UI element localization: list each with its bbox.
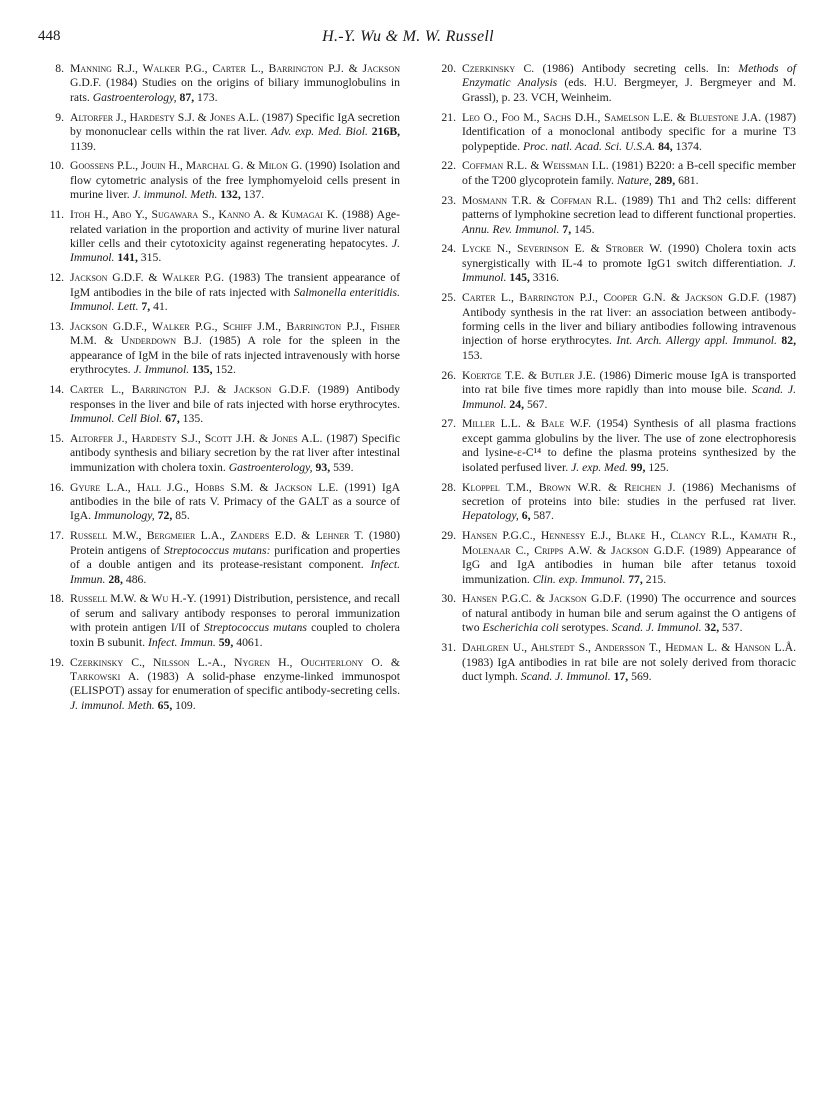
- reference-authors: Czerkinsky C., Nilsson L.-A., Nygren H., Ouchterlony O. & Tarkowski A.: [70, 655, 400, 683]
- reference-pages: 681.: [678, 173, 699, 187]
- reference-year: (1984): [106, 76, 138, 90]
- reference-title-rest: purification and properties of a double antigen and its protease-resistant component.: [70, 543, 401, 572]
- reference-year: (1987): [764, 291, 797, 305]
- reference-title: Antibody synthesis in the rat liver: an association between antibody-forming cells in the liver and biliary antibodies following intravenous injection of horse erythrocytes.: [462, 305, 796, 348]
- reference-authors: Miller L.L. & Bale W.F.: [462, 417, 592, 431]
- reference-year: (1990): [626, 592, 658, 606]
- reference-authors: Russell M.W. & Wu H.-Y.: [70, 592, 197, 606]
- reference-title: Age-related variation in the proportion and activity of murine liver natural killer cells and their cytotoxicity against regenerating hepatocytes.: [70, 208, 401, 250]
- reference-volume: 132,: [220, 188, 241, 202]
- reference-authors: Altorfer J., Hardesty S.J. & Jones A.L.: [70, 110, 259, 124]
- reference-journal: Nature,: [616, 173, 652, 187]
- reference-pages: 137.: [243, 188, 265, 202]
- reference-journal: Infect. Immun.: [147, 635, 216, 649]
- reference-title-italic: Salmonella enteritidis.: [293, 285, 401, 299]
- reference-year: (1990): [668, 242, 700, 256]
- reference-authors: Carter L., Barrington P.J., Cooper G.N. & Jackson G.D.F.: [462, 291, 760, 305]
- reference-authors: Lycke N., Severinson E. & Strober W.: [462, 242, 663, 256]
- reference-pages: 539.: [333, 460, 354, 474]
- reference-journal: Proc. natl. Acad. Sci. U.S.A.: [523, 139, 656, 153]
- reference-journal: Scand. J. Immunol.: [462, 383, 797, 411]
- reference-volume: 77,: [628, 572, 643, 586]
- reference-number: 22.: [441, 159, 456, 173]
- reference-volume: 7,: [562, 222, 572, 236]
- reference-journal: J. immunol. Meth.: [70, 698, 155, 712]
- reference-journal: Immunol. Lett.: [70, 300, 139, 314]
- reference-year: (1983): [147, 669, 179, 683]
- reference-item: [44, 320, 400, 378]
- reference-title-italic: Streptococcus mutans:: [163, 543, 271, 557]
- reference-number: 25.: [441, 291, 456, 305]
- reference-volume: 141,: [117, 251, 138, 265]
- reference-authors: Jackson G.D.F. & Walker P.G.: [70, 271, 225, 285]
- reference-journal: Annu. Rev. Immunol.: [462, 222, 560, 236]
- reference-volume: 24,: [509, 397, 525, 411]
- reference-volume: 67,: [165, 411, 180, 425]
- reference-journal: Infect. Immun.: [70, 558, 401, 586]
- reference-pages: 41.: [153, 300, 168, 314]
- reference-item: [436, 641, 796, 684]
- reference-pages: 486.: [125, 572, 147, 586]
- reference-item: [436, 242, 796, 285]
- reference-title: Specific IgA secretion by mononuclear cells within the rat liver.: [70, 110, 401, 139]
- reference-authors: Koertge T.E. & Butler J.E.: [462, 368, 596, 382]
- reference-authors: Carter L., Barrington P.J. & Jackson G.D.F.: [70, 383, 311, 397]
- reference-number: 14.: [49, 383, 64, 397]
- reference-number: 11.: [49, 208, 64, 222]
- reference-volume: 65,: [157, 698, 173, 712]
- reference-title: IgA antibodies in rat bile are not solely derived from thoracic duct lymph.: [462, 655, 796, 683]
- reference-number: 26.: [441, 368, 456, 382]
- reference-volume: 135,: [192, 363, 213, 377]
- reference-pages: 587.: [533, 509, 554, 523]
- reference-journal: J. Immunol.: [462, 256, 796, 285]
- reference-journal: Int. Arch. Allergy appl. Immunol.: [616, 334, 777, 348]
- reference-pages: 215.: [645, 572, 667, 586]
- reference-pages: 109.: [175, 698, 196, 712]
- reference-title-italic: Streptococcus mutans: [203, 621, 307, 635]
- reference-volume: 87,: [179, 90, 195, 104]
- reference-number: 16.: [49, 480, 64, 494]
- reference-number: 12.: [49, 271, 64, 285]
- reference-pages: 569.: [631, 669, 652, 683]
- reference-item: [436, 111, 796, 154]
- reference-authors: Leo O., Foo M., Sachs D.H., Samelson L.E. & Bluestone J.A.: [462, 110, 762, 124]
- reference-year: (1989): [621, 193, 654, 207]
- reference-journal: Gastroenterology,: [92, 90, 177, 104]
- reference-authors: Coffman R.L. & Weissman I.L.: [462, 159, 609, 173]
- reference-number: 21.: [441, 110, 456, 124]
- reference-title: Isolation and flow cytometric analysis of the free lymphomyeloid cells present in murine liver.: [70, 159, 401, 202]
- running-head: H.-Y. Wu & M. W. Russell: [322, 28, 494, 45]
- reference-journal: Clin. exp. Immunol.: [532, 572, 626, 586]
- reference-volume: 145,: [509, 271, 530, 285]
- reference-year: (1986): [599, 368, 631, 382]
- reference-journal: J. exp. Med.: [571, 460, 628, 474]
- reference-volume: 7,: [141, 300, 151, 314]
- reference-volume: 6,: [521, 509, 531, 523]
- reference-volume: 289,: [654, 173, 676, 187]
- reference-year: (1986): [682, 480, 714, 494]
- reference-journal: Scand. J. Immunol.: [520, 669, 611, 683]
- reference-pages: 567.: [526, 397, 548, 411]
- reference-title: Th1 and Th2 cells: different patterns of lymphokine secretion lead to different functional properties.: [462, 193, 797, 222]
- reference-item: [44, 432, 400, 475]
- reference-pages: 315.: [140, 251, 162, 265]
- reference-item: [436, 194, 796, 237]
- reference-pages: 4061.: [236, 635, 263, 649]
- reference-pages: 173.: [197, 90, 218, 104]
- reference-pages: 1374.: [675, 139, 702, 153]
- reference-volume: 99,: [630, 460, 646, 474]
- reference-volume: 84,: [658, 139, 673, 153]
- reference-item: [44, 481, 400, 524]
- reference-number: 20.: [441, 62, 456, 75]
- reference-volume: 72,: [157, 509, 173, 523]
- reference-item: [44, 592, 400, 650]
- reference-journal: Immunol. Cell Biol.: [70, 411, 163, 425]
- reference-authors: Goossens P.L., Jouin H., Marchal G. & Milon G.: [70, 159, 303, 173]
- reference-year: (1983): [228, 271, 261, 285]
- reference-title: Cholera toxin acts synergistically with IL-4 to promote IgG1 switch differentiation.: [462, 242, 796, 270]
- references-right-column: [436, 62, 796, 690]
- reference-volume: 216B,: [371, 125, 401, 139]
- reference-authors: Czerkinsky C.: [462, 62, 535, 75]
- reference-title-rest: (eds. H.U. Bergmeyer, J. Bergmeyer and M. Grassl), p. 23. VCH, Weinheim.: [462, 76, 796, 104]
- reference-item: [436, 529, 796, 587]
- reference-year: (1991): [344, 480, 376, 494]
- reference-title: IgA antibodies in the bile of rats V. Primacy of the GALT as a source of IgA.: [70, 480, 401, 523]
- reference-number: 10.: [49, 159, 64, 173]
- reference-pages: 135.: [182, 411, 204, 425]
- reference-journal: J. immunol. Meth.: [132, 188, 218, 202]
- reference-title: The occurrence and sources of natural antibody in human bile and serum against the O antigens of two: [462, 592, 797, 635]
- reference-item: [436, 159, 796, 188]
- reference-title: The transient appearance of IgM antibodies in the bile of rats injected with: [70, 271, 401, 299]
- reference-title-italic: Escherichia coli: [482, 621, 559, 635]
- reference-authors: Russell M.W., Bergmeier L.A., Zanders E.D. & Lehner T.: [70, 529, 364, 543]
- reference-title: Specific antibody synthesis and biliary secretion by the rat liver after intestinal immunization with cholera toxin.: [70, 431, 401, 474]
- reference-journal: Gastroenterology,: [228, 460, 313, 474]
- reference-item: [436, 291, 796, 363]
- reference-title-rest: coupled to cholera toxin B subunit.: [70, 621, 400, 649]
- reference-pages: 85.: [175, 509, 190, 523]
- page-number: 448: [38, 28, 61, 44]
- reference-item: [436, 369, 796, 412]
- reference-item: [44, 529, 400, 587]
- reference-year: (1990): [305, 159, 337, 173]
- reference-number: 30.: [441, 592, 456, 606]
- reference-number: 24.: [441, 242, 456, 256]
- reference-number: 18.: [49, 592, 64, 606]
- reference-title: Dimeric mouse IgA is transported into rat bile five times more rapidly than into mouse bile.: [462, 368, 797, 397]
- reference-authors: Kloppel T.M., Brown W.R. & Reichen J.: [462, 480, 676, 494]
- reference-volume: 17,: [613, 669, 629, 683]
- reference-number: 9.: [55, 110, 64, 124]
- reference-item: [44, 159, 400, 202]
- reference-number: 27.: [441, 417, 456, 431]
- reference-number: 29.: [441, 529, 456, 543]
- reference-number: 15.: [49, 431, 64, 445]
- reference-item: [436, 481, 796, 524]
- reference-journal: Adv. exp. Med. Biol.: [271, 125, 368, 139]
- reference-item: [436, 62, 796, 105]
- reference-pages: 1139.: [70, 139, 96, 153]
- reference-year: (1954): [596, 417, 628, 431]
- reference-year: (1981): [611, 159, 644, 173]
- reference-pages: 152.: [215, 363, 236, 377]
- reference-title: Mechanisms of secretion of proteins into bile: studies in the perfused rat liver.: [462, 480, 796, 508]
- reference-year: (1989): [317, 383, 349, 397]
- reference-authors: Hansen P.G.C. & Jackson G.D.F.: [462, 592, 623, 606]
- reference-item: [44, 656, 400, 714]
- reference-volume: 32,: [704, 621, 720, 635]
- reference-number: 31.: [441, 641, 456, 655]
- reference-authors: Gyure L.A., Hall J.G., Hobbs S.M. & Jackson L.E.: [70, 480, 339, 494]
- reference-number: 13.: [49, 320, 64, 333]
- reference-item: [44, 208, 400, 266]
- reference-authors: Mosmann T.R. & Coffman R.L.: [462, 193, 618, 207]
- reference-authors: Manning R.J., Walker P.G., Carter L., Barrington P.J. & Jackson G.D.F.: [70, 62, 400, 90]
- reference-year: (1987): [326, 431, 358, 445]
- reference-volume: 93,: [315, 460, 331, 474]
- reference-item: [44, 62, 400, 105]
- reference-item: [436, 417, 796, 475]
- reference-title: Distribution, persistence, and recall of serum and salivary antibody responses to peroral immunization with protein antigen I/II of: [70, 592, 401, 635]
- reference-year: (1985): [209, 334, 241, 348]
- reference-year: (1987): [764, 110, 797, 124]
- reference-title: Synthesis of all plasma fractions except gamma globulins by the liver. The use of zone electrophoresis and lysine-ε-C¹⁴ to define the plasma proteins synthesized by the isolated perfused liver.: [462, 417, 797, 474]
- reference-journal: Hepatology,: [462, 509, 519, 523]
- reference-authors: Dahlgren U., Ahlstedt S., Andersson T., Hedman L. & Hanson L.Å.: [462, 641, 796, 655]
- reference-title-italic: Methods of Enzymatic Analysis: [462, 62, 796, 90]
- reference-title: Appearance of IgG and IgA antibodies in human bile after tetanus toxoid immunization.: [462, 543, 797, 586]
- page-header: [38, 28, 778, 54]
- reference-title: Antibody responses in the liver and bile of rats injected with horse erythrocytes.: [70, 383, 401, 411]
- reference-title: Antibody secreting cells. In:: [581, 62, 730, 75]
- reference-authors: Jackson G.D.F., Walker P.G., Schiff J.M., Barrington P.J., Fisher M.M. & Underdown B.J.: [70, 320, 400, 348]
- reference-item: [44, 383, 400, 426]
- reference-item: [44, 271, 400, 314]
- reference-year: (1989): [689, 543, 722, 557]
- reference-year: (1986): [542, 62, 574, 75]
- reference-volume: 59,: [218, 635, 234, 649]
- reference-title: A role for the spleen in the appearance of IgM in the bile of rats injected intravenously with horse erythrocytes.: [70, 334, 400, 377]
- reference-title: A solid-phase enzyme-linked immunospot (ELISPOT) assay for enumeration of specific antibody-secreting cells.: [70, 669, 401, 698]
- reference-pages: 125.: [648, 460, 669, 474]
- reference-authors: Hansen P.G.C., Hennessy E.J., Blake H., Clancy R.L., Kamath R., Molenaar C., Cripps A.W. & Jackson G.D.F.: [462, 529, 796, 557]
- reference-title: Protein antigens of: [70, 543, 161, 557]
- reference-year: (1980): [368, 529, 400, 543]
- reference-journal: Scand. J. Immunol.: [611, 621, 702, 635]
- reference-pages: 3316.: [532, 271, 560, 285]
- reference-title-rest: serotypes.: [561, 621, 609, 635]
- reference-authors: Altorfer J., Hardesty S.J., Scott J.H. & Jones A.L.: [70, 431, 323, 445]
- reference-number: 23.: [441, 193, 456, 207]
- reference-number: 17.: [49, 529, 64, 543]
- reference-item: [436, 592, 796, 635]
- reference-year: (1991): [199, 592, 231, 606]
- reference-year: (1988): [342, 208, 374, 222]
- reference-number: 8.: [55, 62, 64, 75]
- reference-authors: Itoh H., Abo Y., Sugawara S., Kanno A. & Kumagai K.: [70, 208, 339, 222]
- reference-year: (1983): [462, 655, 494, 669]
- reference-pages: 537.: [722, 621, 743, 635]
- reference-pages: 145.: [574, 222, 595, 236]
- reference-item: [44, 111, 400, 154]
- reference-volume: 28,: [108, 572, 123, 586]
- reference-title: Identification of a monoclonal antibody specific for a murine T3 polypeptide.: [462, 125, 796, 153]
- reference-number: 19.: [49, 655, 64, 669]
- references-left-column: [44, 62, 400, 719]
- reference-journal: J. Immunol.: [133, 363, 190, 377]
- reference-volume: 82,: [781, 334, 797, 348]
- reference-pages: 153.: [462, 348, 483, 362]
- reference-year: (1987): [261, 110, 294, 124]
- reference-number: 28.: [441, 480, 456, 494]
- reference-title: Studies on the origins of biliary immunoglobulins in rats.: [70, 76, 401, 104]
- reference-title: B220: a B-cell specific member of the T200 glycoprotein family.: [462, 159, 797, 187]
- reference-journal: J. Immunol.: [70, 236, 400, 265]
- reference-journal: Immunology,: [94, 509, 155, 523]
